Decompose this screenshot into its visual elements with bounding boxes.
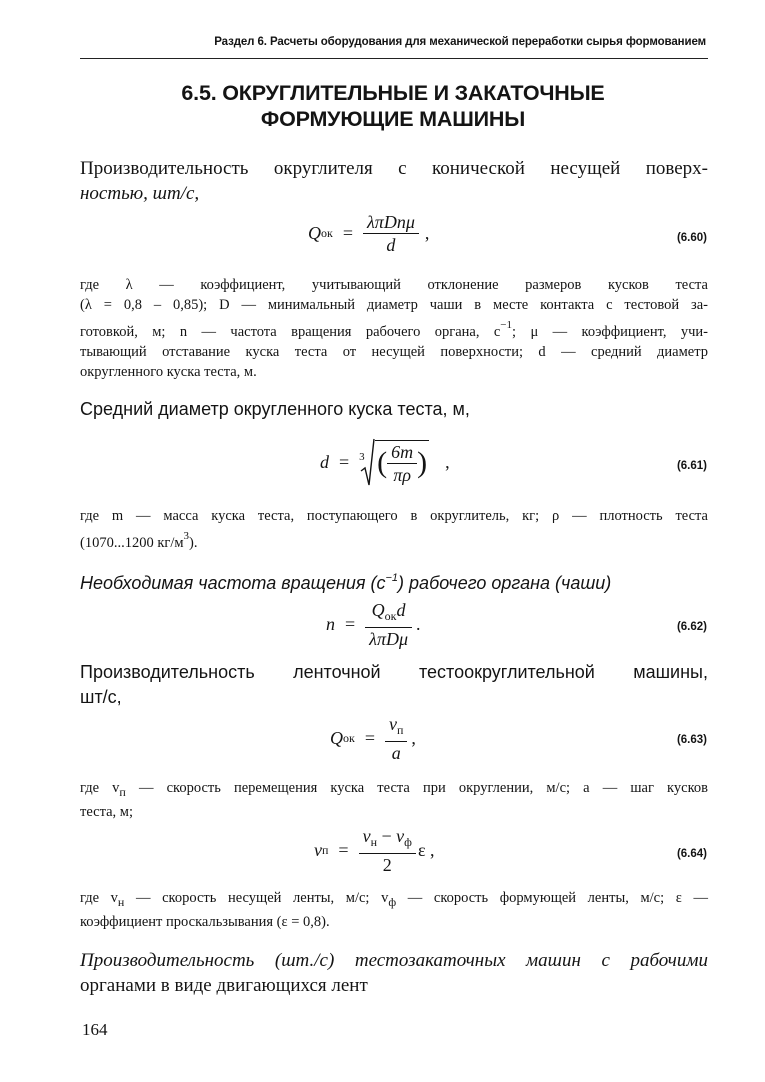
formula-fraction — [385, 714, 407, 763]
paragraph-line: органами в виде двигающихся лент — [80, 975, 368, 996]
equation-number-6-61: (6.61) — [676, 460, 707, 472]
formula-equals: = — [338, 840, 349, 860]
cube-root-sign — [359, 437, 375, 487]
formula-subscript: ок — [321, 226, 333, 240]
paragraph-line: Необходимая частота вращения $(с^{-1})$ рабочего органа (чаши) — [80, 572, 612, 593]
paragraph-mean-diameter — [80, 397, 708, 422]
running-header: Раздел 6. Расчеты оборудования для механической переработки сырья формованием — [214, 36, 706, 48]
formula-denominator: πρ — [393, 464, 411, 485]
note-line: где λ — коэффициент, учитывающий отклонение размеров кусков теста — [80, 277, 708, 293]
header-rule — [80, 58, 708, 59]
section-title — [80, 80, 706, 132]
note-6-61 — [80, 506, 708, 553]
formula-fraction — [365, 600, 412, 649]
paragraph-line: ностью, шт/с, — [80, 183, 200, 204]
note-line: (λ = 0,8 – 0,85); D — минимальный диаметр чаши в месте контакта с тестовой за- — [80, 297, 708, 313]
paragraph-belt-machine — [80, 660, 708, 710]
note-line: где m — масса куска теста, поступающего в округлитель, кг; ρ — плотность теста — [80, 508, 708, 524]
radical-icon — [359, 437, 375, 487]
formula-tail: ε , — [417, 840, 435, 860]
formula-equals: = — [345, 614, 356, 634]
formula-comma: , — [411, 728, 416, 748]
equation-number-6-64: (6.64) — [676, 848, 707, 860]
formula-numerator: $v_н - v_ф$ — [359, 826, 416, 854]
formula-equals: = — [342, 223, 353, 243]
section-title-line-1: 6.5. ОКРУГЛИТЕЛЬНЫЕ И ЗАКАТОЧНЫЕ — [181, 81, 605, 105]
note-line: коэффициент проскальзывания (ε = 0,8). — [80, 914, 330, 930]
note-6-64 — [80, 888, 708, 932]
note-line: тывающий отставание куска теста от несущей поверхности; d — средний диаметр — [80, 344, 708, 360]
paragraph-line: Средний диаметр округленного куска теста, м, — [80, 399, 470, 419]
formula-period: . — [416, 614, 421, 634]
formula-6-60 — [308, 212, 429, 272]
paragraph-line: Производительность ленточной тестоокруглительной машины, — [80, 662, 708, 682]
formula-symbol: d — [320, 451, 329, 472]
root-index: 3 — [359, 451, 365, 463]
formula-6-62 — [326, 600, 421, 660]
formula-numerator: $v_п$ — [385, 714, 407, 742]
formula-fraction — [363, 212, 419, 255]
formula-equals: = — [339, 451, 350, 472]
note-line: где $v_п$ — скорость перемещения куска теста при округлении, м/с; a — шаг кусков — [80, 780, 708, 799]
formula-6-61 — [320, 437, 450, 497]
formula-numerator: λπDnμ — [363, 212, 419, 234]
formula-symbol: n — [326, 614, 335, 634]
formula-fraction — [387, 442, 417, 485]
note-line: (1070...1200 $кг/м^3$). — [80, 530, 198, 551]
formula-6-63 — [330, 714, 416, 774]
formula-symbol: v — [314, 840, 322, 860]
formula-numerator: 6m — [387, 442, 417, 464]
formula-denominator: 2 — [382, 855, 392, 875]
page-number: 164 — [82, 1020, 108, 1039]
formula-symbol: Q — [330, 728, 343, 748]
paragraph-line: Производительность (шт./с) тестозакаточных машин с рабочими — [80, 950, 708, 971]
note-6-60 — [80, 275, 708, 382]
paragraph-rolling-machines — [80, 948, 708, 998]
formula-fraction — [359, 826, 416, 875]
note-6-63 — [80, 778, 708, 822]
radicand: ( $\frac{6m}{\pi\rho}$ ) — [377, 441, 428, 485]
formula-comma: , — [445, 451, 450, 472]
formula-denominator: d — [386, 235, 396, 255]
formula-denominator: λπDμ — [369, 629, 409, 649]
note-line: где $v_н$ — скорость несущей ленты, м/с; $v_ф$ — скорость формующей ленты, м/с; ε — — [80, 890, 708, 909]
formula-equals: = — [364, 728, 375, 748]
equation-number-6-60: (6.60) — [676, 232, 707, 244]
formula-subscript: п — [322, 843, 329, 857]
paragraph-rotation-frequency — [80, 566, 708, 596]
paragraph-rounder-productivity — [80, 156, 708, 206]
paragraph-line: Производительность округлителя с конической несущей поверх- — [80, 158, 708, 179]
section-title-line-2: ФОРМУЮЩИЕ МАШИНЫ — [260, 107, 526, 131]
formula-denominator: a — [391, 743, 401, 763]
equation-number-6-63: (6.63) — [676, 734, 707, 746]
paragraph-line: шт/с, — [80, 687, 122, 707]
formula-6-64 — [314, 826, 435, 886]
note-line: готовкой, м; n — частота вращения рабочего органа, $с^{-1}$; μ — коэффициент, учи- — [80, 319, 708, 340]
formula-symbol: Q — [308, 223, 321, 243]
formula-comma: , — [424, 223, 430, 243]
formula-numerator: $Q_{ок}d$ — [365, 600, 412, 628]
note-line: округленного куска теста, м. — [80, 364, 257, 380]
formula-subscript: ок — [343, 731, 355, 745]
note-line: теста, м; — [80, 804, 133, 820]
equation-number-6-62: (6.62) — [676, 621, 707, 633]
